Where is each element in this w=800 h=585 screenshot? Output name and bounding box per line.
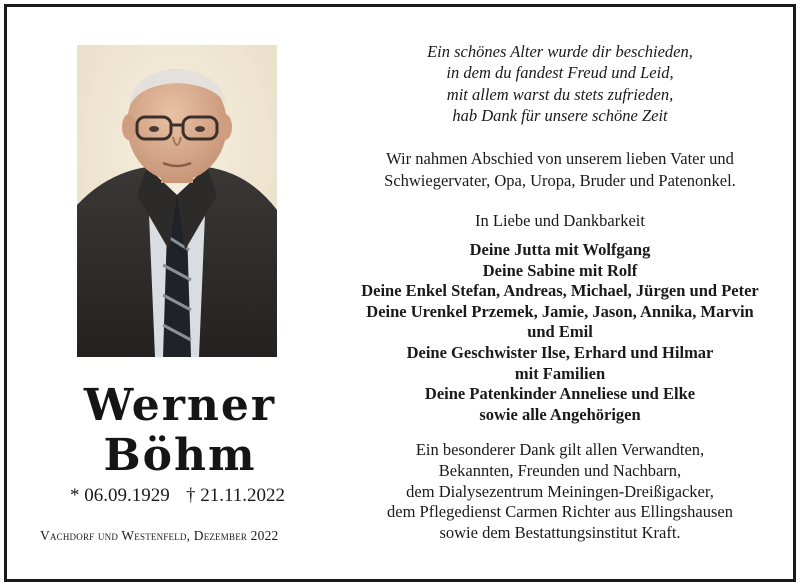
birth-date: * 06.09.1929 — [70, 485, 170, 506]
verse-line: Ein schönes Alter wurde dir beschieden, — [427, 42, 693, 61]
mourner-line: Deine Urenkel Przemek, Jamie, Jason, Annika, Marvin — [366, 301, 754, 321]
mourner-line: und Emil — [527, 322, 593, 342]
place-and-date: Vachdorf und Westenfeld, Dezember 2022 — [40, 528, 279, 543]
portrait-icon — [77, 45, 277, 357]
deceased-last-name: Böhm — [103, 430, 257, 481]
farewell-text — [340, 148, 780, 192]
mourner-line: sowie alle Angehörigen — [479, 404, 641, 424]
farewell-line: Schwiegervater, Opa, Uropa, Bruder und Patenonkel. — [384, 171, 736, 190]
mourner-line: Deine Geschwister Ilse, Erhard und Hilmar — [406, 342, 714, 362]
verse — [340, 41, 780, 126]
verse-line: mit allem warst du stets zufrieden, — [446, 84, 674, 104]
thanks-line: dem Pflegedienst Carmen Richter aus Ellingshausen — [387, 502, 733, 522]
thanks-line: Ein besonderer Dank gilt allen Verwandten, — [415, 440, 705, 459]
love-line: In Liebe und Dankbarkeit — [475, 211, 645, 230]
deceased-first-name: Werner — [83, 380, 277, 431]
thanks-line: Bekannten, Freunden und Nachbarn, — [438, 460, 682, 480]
mourner-line: Deine Patenkinder Anneliese und Elke — [424, 384, 696, 404]
mourners-list — [340, 240, 780, 425]
verse-line: in dem du fandest Freud und Leid, — [446, 63, 674, 83]
mourner-line: mit Familien — [514, 363, 606, 383]
farewell-line: Wir nahmen Abschied von unserem lieben Vater und — [386, 149, 734, 168]
mourner-line: Deine Jutta mit Wolfgang — [469, 240, 651, 259]
thanks-line: dem Dialysezentrum Meiningen-Dreißigacker, — [406, 481, 714, 501]
mourner-line: Deine Enkel Stefan, Andreas, Michael, Jürgen und Peter — [361, 281, 759, 301]
thanks-text — [340, 440, 780, 544]
death-date: † 21.11.2022 — [186, 485, 286, 506]
thanks-line: sowie dem Bestattungsinstitut Kraft. — [439, 523, 681, 543]
mourner-line: Deine Sabine mit Rolf — [482, 260, 638, 280]
portrait-photo — [77, 45, 277, 357]
verse-line: hab Dank für unsere schöne Zeit — [452, 105, 668, 125]
